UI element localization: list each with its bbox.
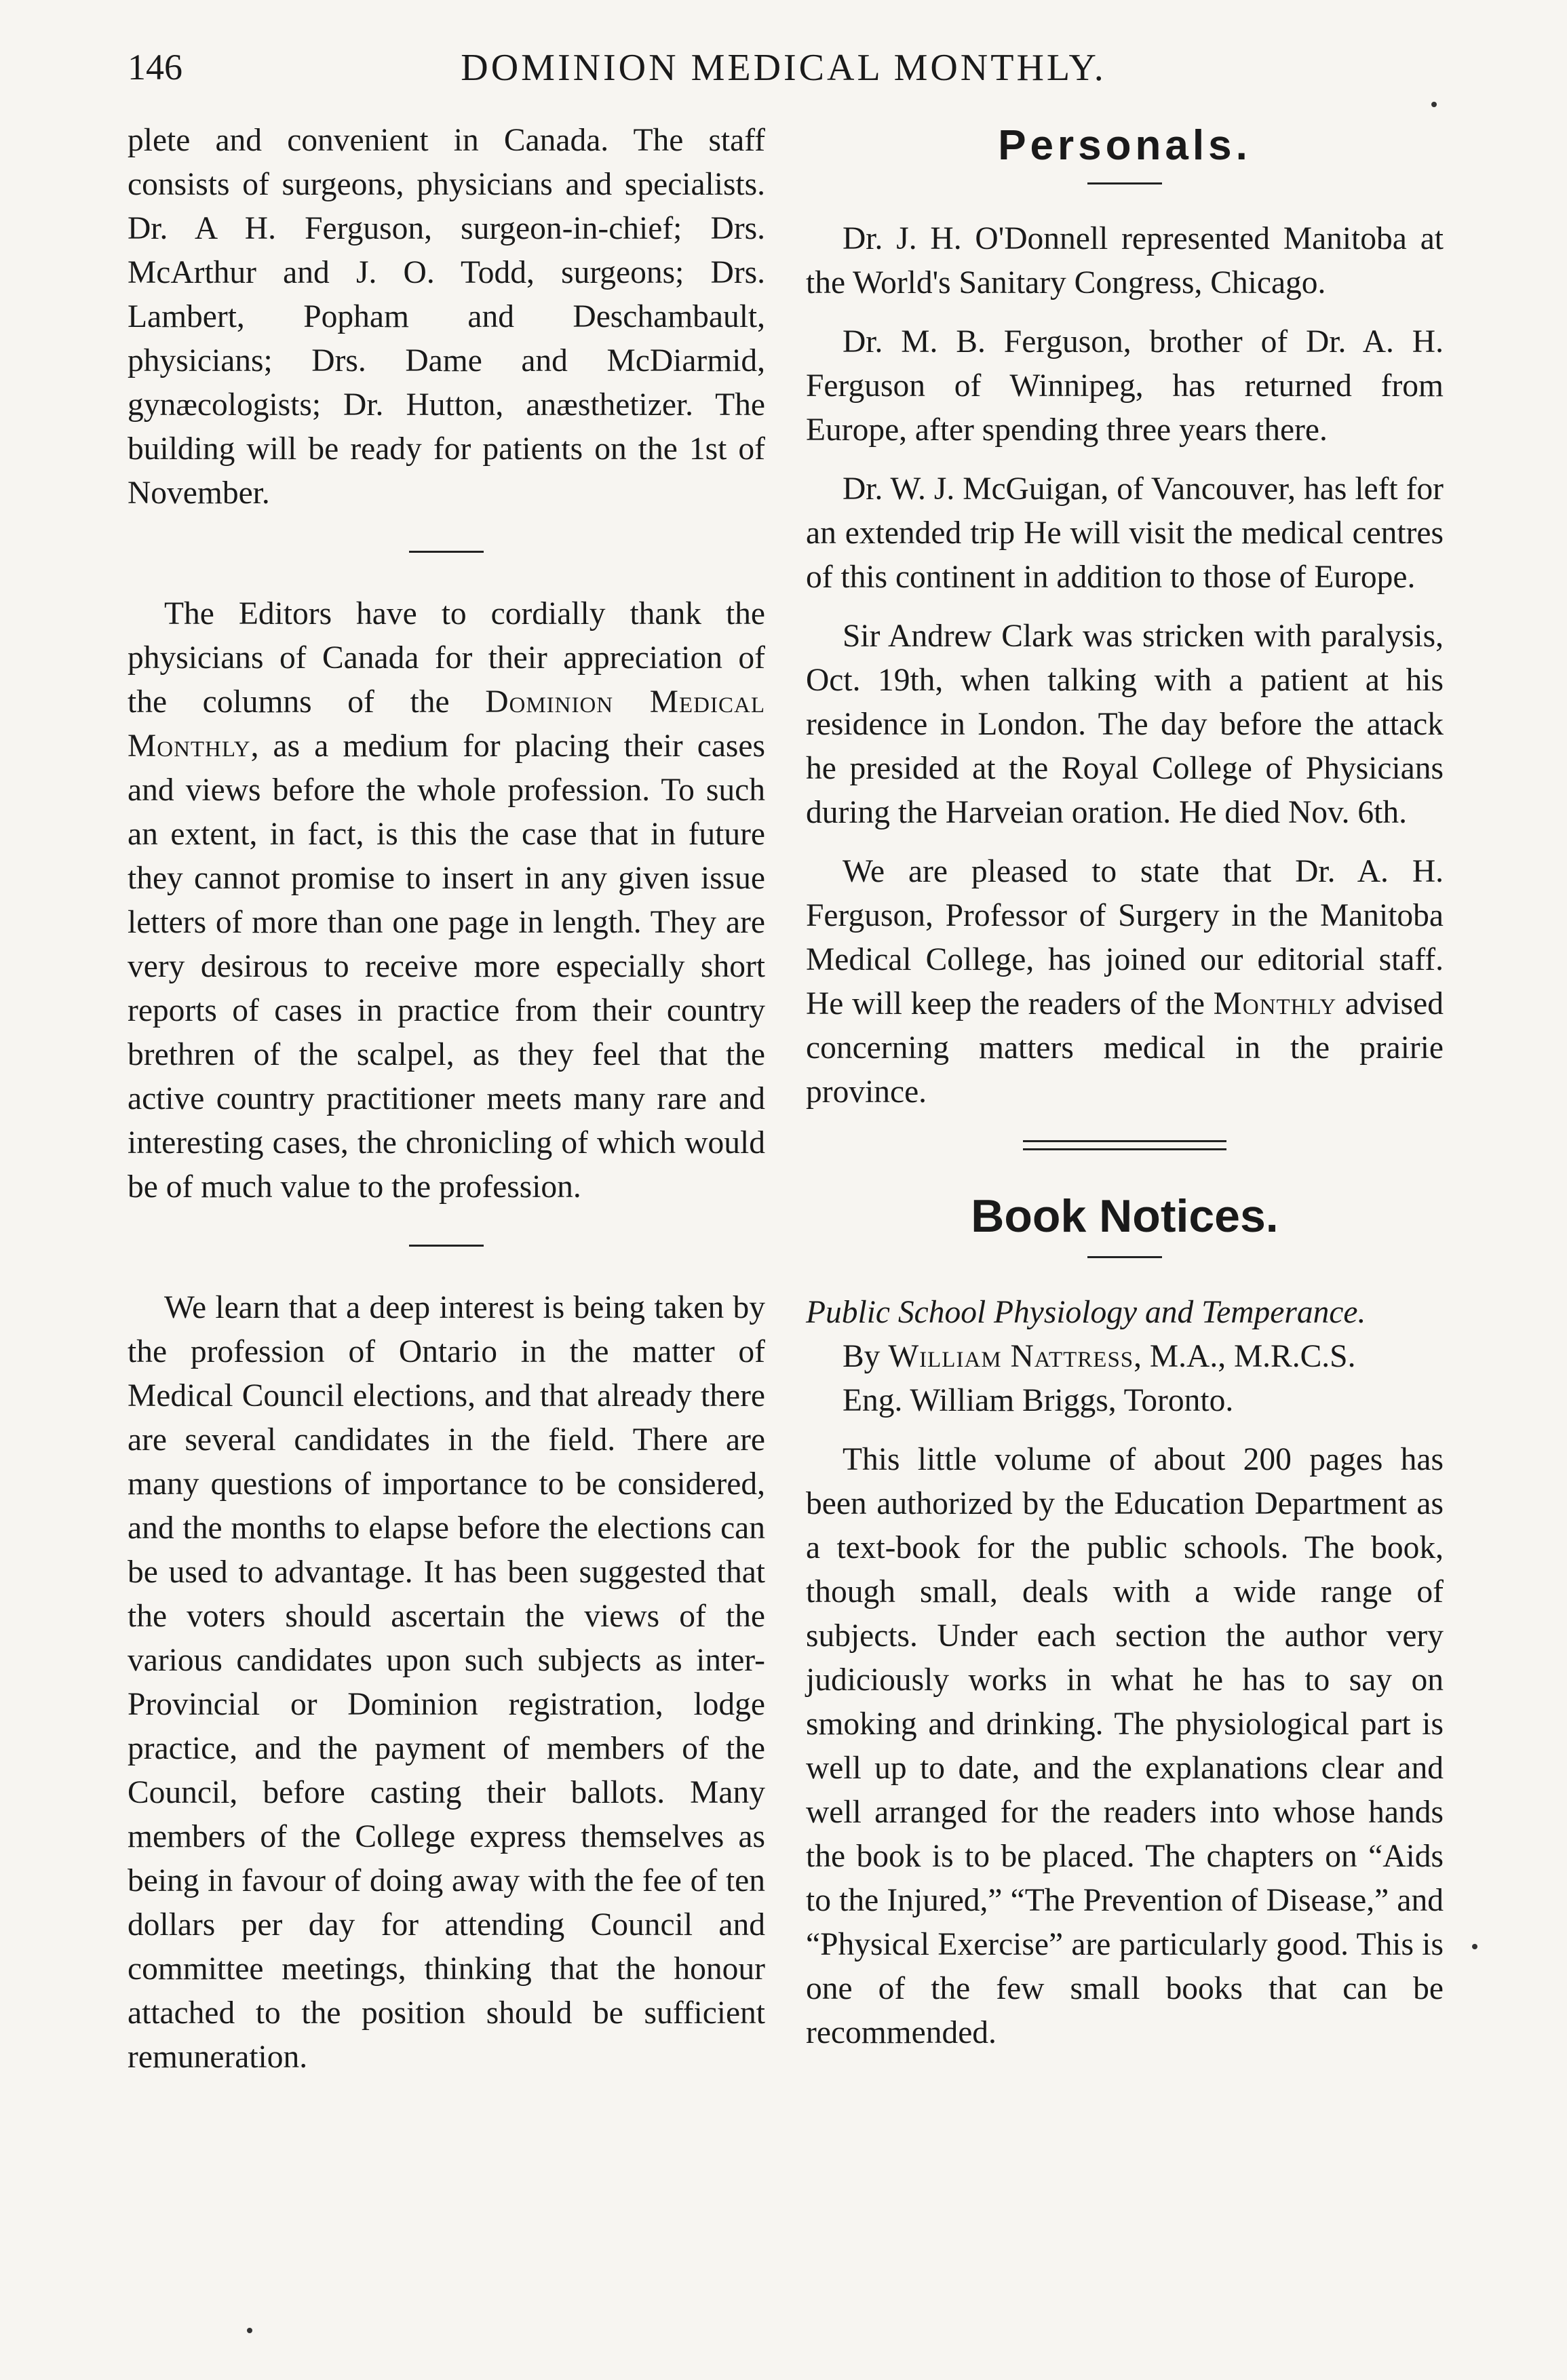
journal-name-smallcaps: Dominion Medical Monthly xyxy=(128,684,765,764)
paragraph-council-elections: We learn that a deep interest is being taken by the profession of Ontario in the matter of Medical Council elections, and that already there are several candidates in the field. There are many questions of importance to be considered, and the months to elapse before the elections can be used to advantage. It has been suggested that the voters should ascertain the views of the various candidates upon such subjects as inter-Provincial or Dominion registration, lodge practice, and the payment of members of the Council, before casting their ballots. Many members of the College express themselves as being in favour of doing away with the fee of ten dollars per day for attending Council and committee meetings, thinking that the honour attached to the position should be sufficient remuneration. xyxy=(128,1290,765,2075)
heading-underline xyxy=(1087,1256,1162,1258)
book-by: By xyxy=(843,1339,881,1374)
book-author-line xyxy=(806,1335,1444,1379)
running-title: DOMINION MEDICAL MONTHLY. xyxy=(461,47,1106,89)
page-header xyxy=(0,41,1567,102)
book-publisher-line: Eng. William Briggs, Toronto. xyxy=(843,1383,1234,1418)
editorial-staff-text-b: advised concerning matters medical in the prairie province. xyxy=(806,986,1444,1110)
print-speck xyxy=(1431,102,1437,107)
personal-item: Dr. W. J. McGuigan, of Vancouver, has left for an extended trip He will visit the medical centres of this continent in addition to those of Europe. xyxy=(806,471,1444,595)
left-column xyxy=(128,119,765,2080)
editors-thanks-text-a: The Editors have to cordially thank the physicians of Canada for their appreciation of the columns of the xyxy=(128,596,765,720)
section-divider xyxy=(409,551,484,553)
double-rule-divider xyxy=(1023,1140,1226,1150)
book-title-line xyxy=(806,1291,1444,1335)
page-number: 146 xyxy=(128,47,182,87)
editorial-staff-text-a: We are pleased to state that Dr. A. H. Ferguson, Professor of Surgery in the Manitoba Medical College, has joined our editorial staff. He will keep the readers of the xyxy=(806,854,1444,1021)
paragraph-hospital-staff: plete and convenient in Canada. The staff consists of surgeons, physicians and specialists. Dr. A H. Ferguson, surgeon-in-chief; Drs. McArthur and J. O. Todd, surgeons; Drs. Lambert, Popham and Deschambault, physicians; Drs. Dame and McDiarmid, gynæcologists; Dr. Hutton, anæsthetizer. The building will be ready for patients on the 1st of November. xyxy=(128,123,765,511)
heading-underline xyxy=(1087,182,1162,184)
personal-item: Sir Andrew Clark was stricken with paralysis, Oct. 19th, when talking with a patient at his residence in London. The day before the attack he presided at the Royal College of Physicians during the Harveian oration. He died Nov. 6th. xyxy=(806,619,1444,830)
right-column xyxy=(806,119,1444,2055)
paragraph-editors-thanks xyxy=(128,592,765,1209)
personals-heading: Personals. xyxy=(998,122,1252,169)
book-author: William Nattress xyxy=(888,1339,1134,1374)
personal-item: Dr. J. H. O'Donnell represented Manitoba at the World's Sanitary Congress, Chicago. xyxy=(806,221,1444,300)
book-title: Public School Physiology and Temperance. xyxy=(806,1295,1366,1330)
personal-item-editorial-staff xyxy=(806,850,1444,1114)
editors-thanks-text-b: , as a medium for placing their cases and views before the whole profession. To such an extent, in fact, is this the case that in future they cannot promise to insert in any given issue letters of more than one page in length. They are very desirous to receive more especially short reports of cases in practice from their country brethren of the scalpel, as they feel that the active country practitioner meets many rare and interesting cases, the chronicling of which would be of much value to the profession. xyxy=(128,728,765,1205)
book-notices-heading: Book Notices. xyxy=(971,1190,1279,1242)
monthly-smallcaps: Monthly xyxy=(1213,986,1337,1021)
personal-item: Dr. M. B. Ferguson, brother of Dr. A. H. Ferguson of Winnipeg, has returned from Europe, after spending three years there. xyxy=(806,324,1444,448)
print-speck xyxy=(247,2328,252,2333)
section-divider xyxy=(409,1245,484,1247)
book-author-credentials: , M.A., M.R.C.S. xyxy=(1134,1339,1356,1374)
book-review-text: This little volume of about 200 pages has been authorized by the Education Department as a text-book for the public schools. The book, though small, deals with a wide range of subjects. Under each section the author very judiciously works in what he has to say on smoking and drinking. The physiological part is well up to date, and the explanations clear and well arranged for the readers into whose hands the book is to be placed. The chapters on “Aids to the Injured,” “The Prevention of Disease,” and “Physical Exercise” are particularly good. This is one of the few small books that can be recommended. xyxy=(806,1442,1444,2050)
print-speck xyxy=(1472,1944,1477,1949)
